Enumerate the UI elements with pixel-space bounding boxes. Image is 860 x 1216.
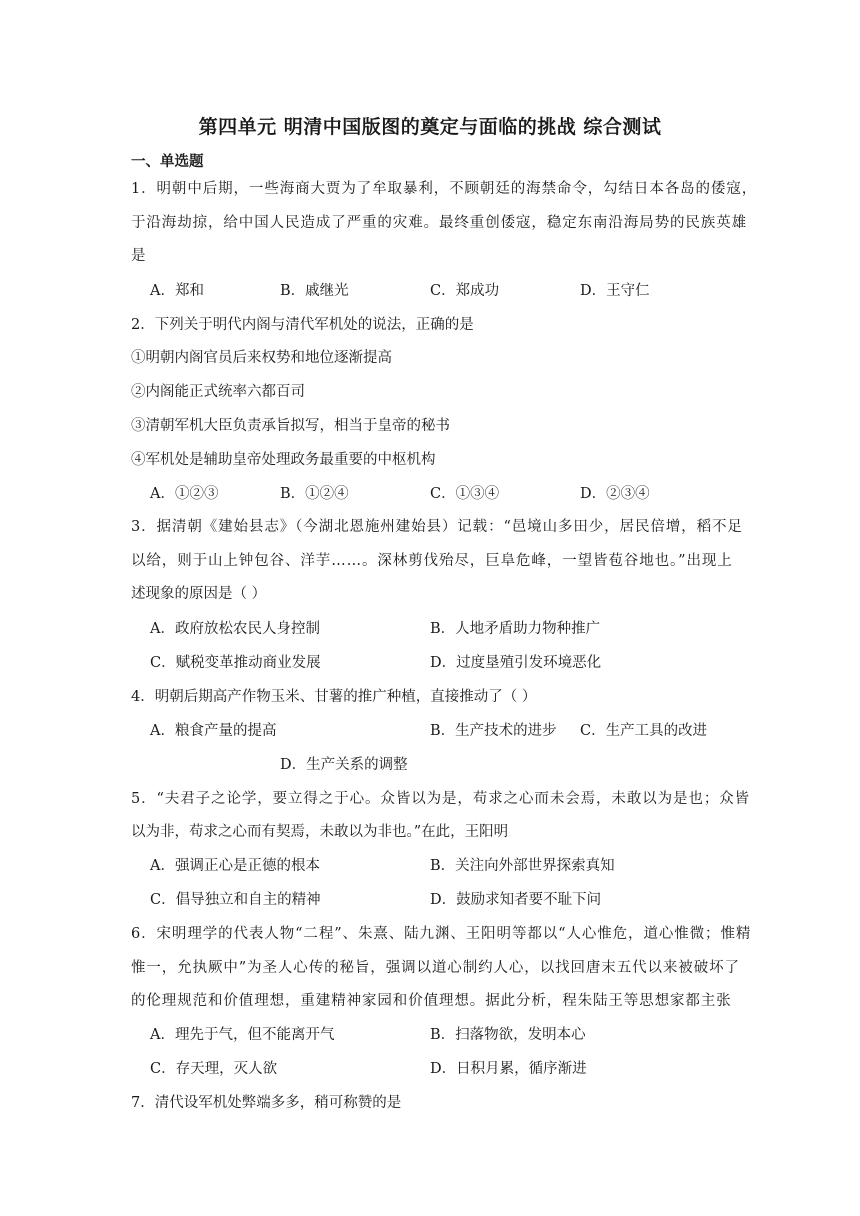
q2-option-b: B．①②④: [280, 486, 349, 502]
q2-option-a: A．①②③: [150, 486, 219, 502]
question-1-line-2: 于沿海劫掠，给中国人民造成了严重的灾难。最终重创倭寇，稳定东南沿海局势的民族英雄: [131, 215, 747, 231]
question-2-statement-1: ①明朝内阁官员后来权势和地位逐渐提高: [131, 350, 392, 366]
q3-option-b: B．人地矛盾助力物种推广: [430, 621, 601, 637]
question-1-line-3: 是: [131, 248, 146, 264]
q5-option-c: C．倡导独立和自主的精神: [150, 892, 321, 908]
q6-option-c: C．存天理，灭人欲: [150, 1061, 278, 1077]
q6-option-b: B．扫落物欲，发明本心: [430, 1027, 586, 1043]
q6-option-d: D．日积月累，循序渐进: [430, 1061, 587, 1077]
q5-option-b: B．关注向外部世界探索真知: [430, 858, 615, 874]
q5-option-d: D．鼓励求知者要不耻下问: [430, 892, 602, 908]
q4-option-b: B．生产技术的进步: [430, 723, 557, 739]
q3-option-a: A．政府放松农民人身控制: [150, 621, 320, 637]
q1-option-d: D．王守仁: [580, 283, 650, 299]
q1-option-a: A．郑和: [150, 283, 204, 299]
question-2-statement-2: ②内阁能正式统率六都百司: [131, 384, 305, 400]
question-6-line-2: 惟一，允执厥中”为圣人心传的秘旨，强调以道心制约人心，以找回唐末五代以来被破坏了: [131, 960, 740, 976]
question-3-line-3: 述现象的原因是（ ）: [131, 586, 267, 602]
q4-option-d: D．生产关系的调整: [280, 757, 408, 773]
question-3-line-1: 3．据清朝《建始县志》（今湖北恩施州建始县）记载：“邑境山多田少，居民倍增，稻不足: [131, 519, 743, 535]
q2-option-c: C．①③④: [430, 486, 500, 502]
q6-option-a: A．理先于气，但不能离开气: [150, 1027, 335, 1043]
q1-option-c: C．郑成功: [430, 283, 500, 299]
q5-option-a: A．强调正心是正德的根本: [150, 858, 320, 874]
section-heading: 一、单选题: [131, 154, 204, 170]
question-1-line-1: 1．明朝中后期，一些海商大贾为了牟取暴利，不顾朝廷的海禁命令，勾结日本各岛的倭寇，: [131, 181, 758, 197]
question-7-stem: 7．清代设军机处弊端多多，稍可称赞的是: [131, 1095, 402, 1111]
document-title: 第四单元 明清中国版图的奠定与面临的挑战 综合测试: [198, 116, 662, 138]
question-2-stem: 2．下列关于明代内阁与清代军机处的说法，正确的是: [131, 317, 474, 333]
q4-option-a: A．粮食产量的提高: [150, 723, 277, 739]
question-5-line-2: 以为非，苟求之心而有契焉，未敢以为非也。”在此，王阳明: [131, 824, 509, 840]
question-6-line-3: 的伦理规范和价值理想，重建精神家园和价值理想。据此分析，程朱陆王等思想家都主张: [131, 993, 732, 1009]
q2-option-d: D．②③④: [580, 486, 650, 502]
q3-option-d: D．过度垦殖引发环境恶化: [430, 655, 602, 671]
question-5-line-1: 5．“夫君子之论学，要立得之于心。众皆以为是，苟求之心而未会焉，未敢以为是也；众皆: [131, 791, 751, 807]
question-4-stem: 4．明朝后期高产作物玉米、甘薯的推广种植，直接推动了（ ）: [131, 689, 537, 705]
question-2-statement-4: ④军机处是辅助皇帝处理政务最重要的中枢机构: [131, 452, 436, 468]
question-2-statement-3: ③清朝军机大臣负责承旨拟写，相当于皇帝的秘书: [131, 418, 450, 434]
q3-option-c: C．赋税变革推动商业发展: [150, 655, 321, 671]
question-3-line-2: 以给，则于山上钟包谷、洋芋……。深林剪伐殆尽，巨阜危峰，一望皆苞谷地也。”出现上: [131, 553, 733, 569]
question-6-line-1: 6．宋明理学的代表人物“二程”、朱熹、陆九渊、王阳明等都以“人心惟危，道心惟微；惟精: [131, 926, 752, 942]
q1-option-b: B．戚继光: [280, 283, 349, 299]
q4-option-c: C．生产工具的改进: [580, 723, 708, 739]
